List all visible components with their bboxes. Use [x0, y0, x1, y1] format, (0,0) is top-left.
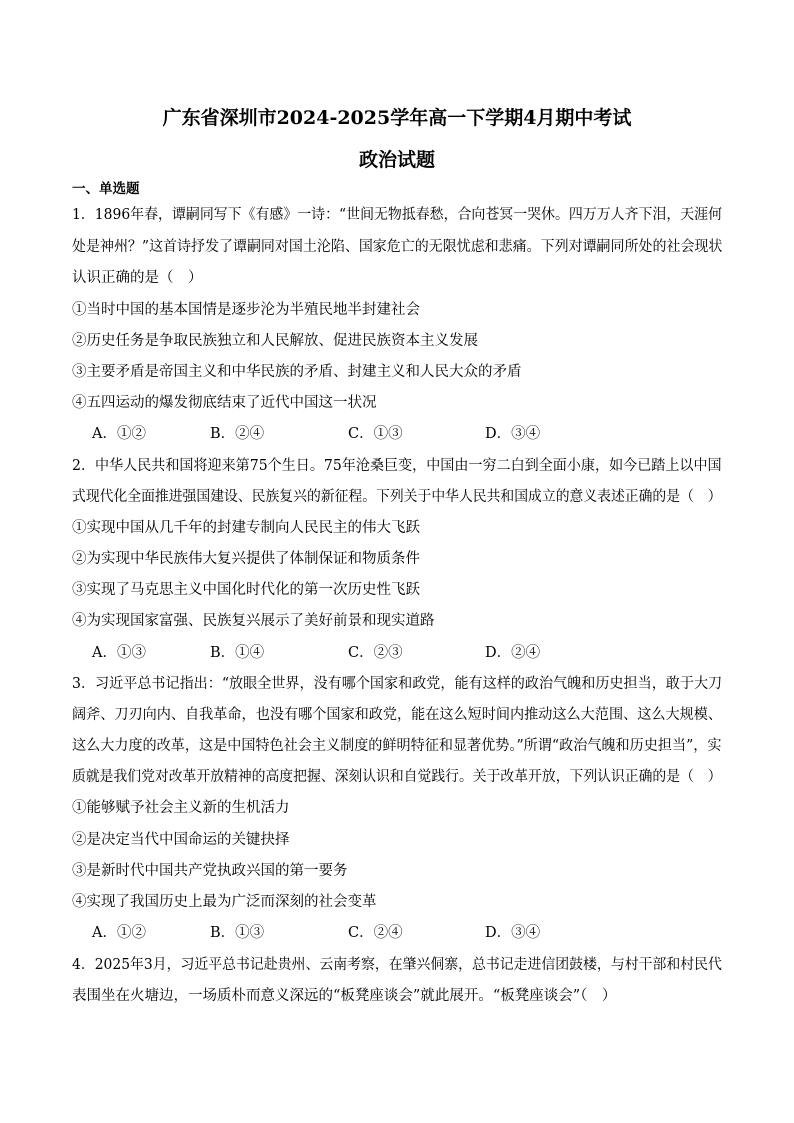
- question-3-options: [92, 923, 692, 943]
- question-1-statement-4: ④五四运动的爆发彻底结束了近代中国这一状况: [72, 395, 377, 411]
- exam-subtitle: 政治试题: [358, 149, 435, 171]
- question-2-statement-2: ②为实现中华民族伟大复兴提供了体制保证和物质条件: [72, 551, 420, 567]
- question-1-statement-1: ①当时中国的基本国情是逐步沦为半殖民地半封建社会: [72, 302, 420, 318]
- question-3-statement-2: ②是决定当代中国命运的关键抉择: [72, 832, 290, 848]
- question-2-options: [92, 643, 692, 663]
- question-2-option-a[interactable]: A．①③: [92, 645, 146, 661]
- question-1-option-a[interactable]: A．①②: [92, 426, 146, 442]
- question-1-statement-3: ③主要矛盾是帝国主义和中华民族的矛盾、封建主义和人民大众的矛盾: [72, 364, 522, 380]
- question-1-stem-line-3: 认识正确的是（ ）: [72, 270, 203, 286]
- question-4-stem-line-1: 4．2025年3月，习近平总书记赴贵州、云南考察，在肇兴侗寨，总书记走进信团鼓楼，与村干部和村民代: [72, 957, 722, 973]
- question-3-stem-line-4: 质就是我们党对改革开放精神的高度把握、深刻认识和自觉践行。关于改革开放，下列认识正确的是（ ）: [72, 769, 722, 785]
- question-3-stem-line-3: 这么大力度的改革，这是中国特色社会主义制度的鲜明特征和显著优势。”所谓“政治气魄和历史担当”，实: [72, 738, 722, 754]
- question-3-statement-3: ③是新时代中国共产党执政兴国的第一要务: [72, 863, 348, 879]
- question-1-options: [92, 424, 692, 444]
- question-3-option-a[interactable]: A．①②: [92, 925, 146, 941]
- question-3-stem-line-2: 阔斧、刀刃向内、自我革命，也没有哪个国家和政党，能在这么短时间内推动这么大范围、这么大规模、: [72, 707, 722, 723]
- question-2-stem-line-2: 式现代化全面推进强国建设、民族复兴的新征程。下列关于中华人民共和国成立的意义表述正确的是（ ）: [72, 489, 722, 505]
- question-4-stem-line-2: 表围坐在火塘边，一场质朴而意义深远的“板凳座谈会”就此展开。“板凳座谈会”（ ）: [72, 988, 617, 1004]
- question-2-option-d[interactable]: D．②④: [485, 645, 541, 661]
- question-2-option-c[interactable]: C．②③: [348, 645, 403, 661]
- question-2-stem-line-1: 2．中华人民共和国将迎来第75个生日。75年沧桑巨变，中国由一穷二白到全面小康，如今已踏上以中国: [72, 458, 722, 474]
- question-3-stem-line-1: 3．习近平总书记指出：“放眼全世界，没有哪个国家和政党，能有这样的政治气魄和历史担当，敢于大刀: [72, 676, 723, 692]
- question-3-option-d[interactable]: D．③④: [485, 925, 541, 941]
- question-1-option-c[interactable]: C．①③: [348, 426, 403, 442]
- question-3-statement-1: ①能够赋予社会主义新的生机活力: [72, 800, 290, 816]
- question-1-stem-line-1: 1．1896年春，谭嗣同写下《有感》一诗：“世间无物抵春愁，合向苍冥一哭休。四万万人齐下泪，天涯何: [72, 207, 723, 223]
- question-3-statement-4: ④实现了我国历史上最为广泛而深刻的社会变革: [72, 894, 377, 910]
- question-2-option-b[interactable]: B．①④: [210, 645, 265, 661]
- question-3-option-c[interactable]: C．②④: [348, 925, 403, 941]
- question-1-statement-2: ②历史任务是争取民族独立和人民解放、促进民族资本主义发展: [72, 333, 478, 349]
- question-1-option-b[interactable]: B．②④: [210, 426, 265, 442]
- question-1-stem-line-2: 处是神州？”这首诗抒发了谭嗣同对国土沦陷、国家危亡的无限忧虑和悲痛。下列对谭嗣同所处的社会现状: [72, 239, 723, 255]
- section-heading: 一、单选题: [72, 181, 140, 197]
- question-2-statement-3: ③实现了马克思主义中国化时代化的第一次历史性飞跃: [72, 582, 420, 598]
- question-2-statement-4: ④为实现国家富强、民族复兴展示了美好前景和现实道路: [72, 613, 435, 629]
- question-3-option-b[interactable]: B．①③: [210, 925, 265, 941]
- question-2-statement-1: ①实现中国从几千年的封建专制向人民民主的伟大飞跃: [72, 520, 420, 536]
- exam-title: 广东省深圳市2024-2025学年高一下学期4月期中考试: [162, 107, 632, 129]
- question-1-option-d[interactable]: D．③④: [485, 426, 541, 442]
